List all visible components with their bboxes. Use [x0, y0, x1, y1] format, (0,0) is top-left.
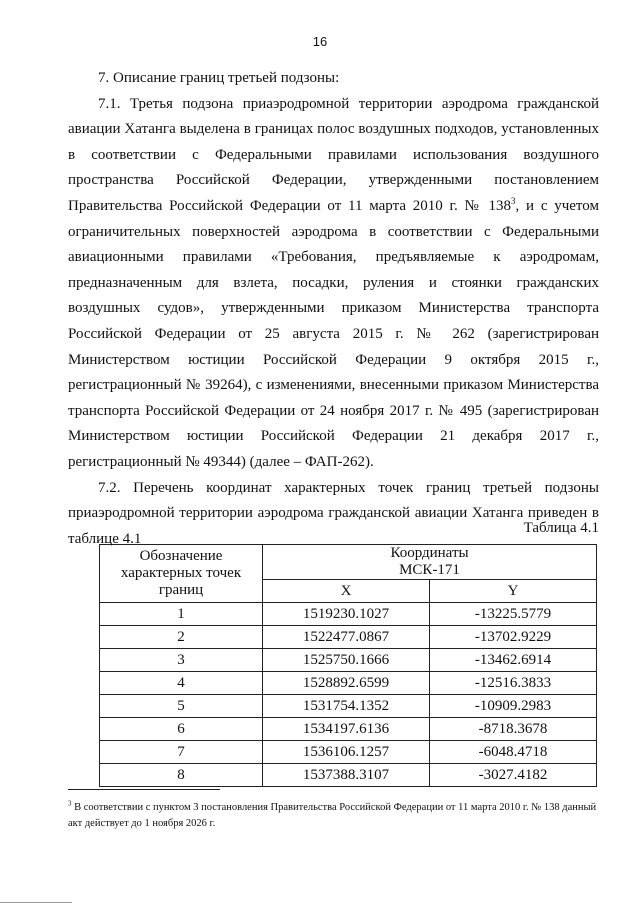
page-number: 16 [312, 34, 328, 49]
y-coordinate-cell: -8718.3678 [430, 718, 597, 741]
table-body [100, 603, 597, 787]
footnote-divider [68, 789, 220, 790]
scan-edge-line [0, 902, 72, 903]
table-row [100, 672, 597, 695]
paragraph-7-1 [68, 92, 599, 476]
paragraph-7-2: 7.2. Перечень координат характерных точек границ третьей подзоны приаэродромной территории аэродрома гражданской авиации Хатанга приведен в таблице 4.1 [68, 479, 599, 547]
table-row [100, 718, 597, 741]
table-row [100, 603, 597, 626]
table-row [100, 741, 597, 764]
table-row [100, 649, 597, 672]
table-row [100, 764, 597, 787]
coordinates-table [99, 544, 597, 787]
document-body [68, 66, 599, 552]
section-heading: 7. Описание границ третьей подзоны: [98, 70, 340, 86]
x-coordinate-cell: 1522477.0867 [263, 626, 430, 649]
x-coordinate-cell: 1536106.1257 [263, 741, 430, 764]
footnote-marker: 3 [68, 799, 72, 808]
y-coordinate-cell: -13225.5779 [430, 603, 597, 626]
point-cell: 7 [100, 741, 263, 764]
header-coordinates: Координаты МСК-171 [263, 545, 597, 580]
y-coordinate-cell: -6048.4718 [430, 741, 597, 764]
paragraph-7-1-text-end: , и с учетом ограничительных поверхностей аэродрома в соответствии с Федеральными авиационными правилами «Требования, предъявляемые к аэродромам, предназначенным для взлета, посадки, руления и стоянки гражданских воздушных судов», утвержденными приказом Министерства транспорта Российской Федерации от 25 августа 2015 г. № 262 (зарегистрирован Министерством юстиции Российской Федерации 9 октября 2015 г., регистрационный № 39264), с изменениями, внесенными приказом Министерства транспорта Российской Федерации от 24 ноября 2017 г. № 495 (зарегистрирован Министерством юстиции Российской Федерации 21 декабря 2017 г., регистрационный № 49344) (далее – ФАП-262). [68, 197, 599, 470]
footnote-text: В соответствии с пунктом 3 постановления Правительства Российской Федерации от 11 марта 2010 г. № 138 данный акт действует до 1 ноября 2026 г. [68, 802, 597, 829]
point-cell: 3 [100, 649, 263, 672]
table-caption: Таблица 4.1 [523, 520, 599, 536]
y-coordinate-cell: -10909.2983 [430, 695, 597, 718]
y-coordinate-cell: -13702.9229 [430, 626, 597, 649]
table-header-row [100, 545, 597, 580]
paragraph-7-1-text-start: 7.1. Третья подзона приаэродромной территории аэродрома гражданской авиации Хатанга выделена в границах полос воздушных подходов, установленных в соответствии с Федеральными правилами использования воздушного пространства Российской Федерации, утвержденными постановлением Правительства Российской Федерации от 11 марта 2010 г. № 138 [68, 95, 599, 214]
y-coordinate-cell: -3027.4182 [430, 764, 597, 787]
point-cell: 6 [100, 718, 263, 741]
x-coordinate-cell: 1528892.6599 [263, 672, 430, 695]
y-coordinate-cell: -12516.3833 [430, 672, 597, 695]
footnote [68, 800, 599, 832]
header-points: Обозначение характерных точек границ [100, 545, 263, 603]
x-coordinate-cell: 1534197.6136 [263, 718, 430, 741]
x-coordinate-cell: 1525750.1666 [263, 649, 430, 672]
point-cell: 8 [100, 764, 263, 787]
x-coordinate-cell: 1531754.1352 [263, 695, 430, 718]
x-coordinate-cell: 1519230.1027 [263, 603, 430, 626]
table-row [100, 626, 597, 649]
x-coordinate-cell: 1537388.3107 [263, 764, 430, 787]
header-x: X [263, 580, 430, 603]
point-cell: 4 [100, 672, 263, 695]
point-cell: 1 [100, 603, 263, 626]
header-y: Y [430, 580, 597, 603]
point-cell: 5 [100, 695, 263, 718]
table-row [100, 695, 597, 718]
footnote-reference: 3 [511, 195, 516, 206]
point-cell: 2 [100, 626, 263, 649]
y-coordinate-cell: -13462.6914 [430, 649, 597, 672]
